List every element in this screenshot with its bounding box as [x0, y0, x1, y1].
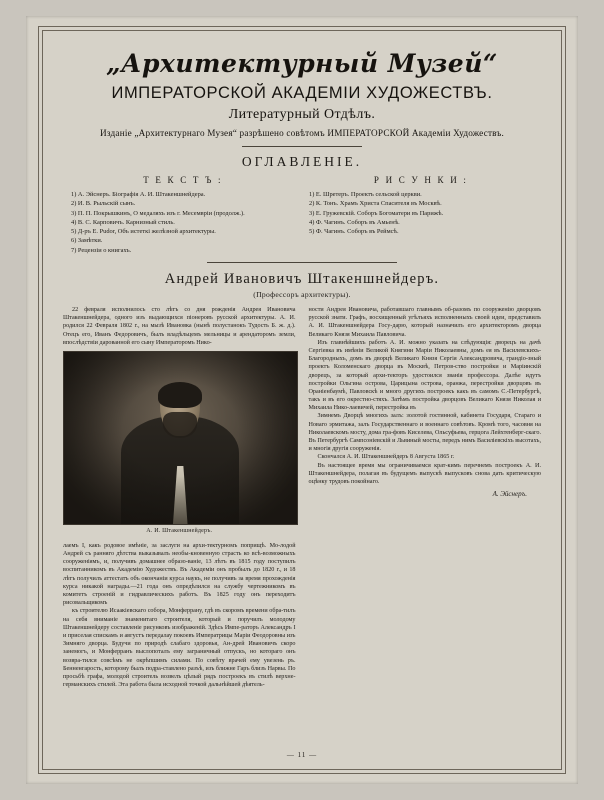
article-subtitle: (Профессоръ архитектуры). [253, 290, 351, 300]
article-title: Андрей Ивановичъ Штакеншнейдеръ. [164, 271, 440, 288]
page-border-outer [38, 26, 566, 774]
scanned-page [26, 16, 578, 784]
paragraph: къ строителю Исаакіевскаго собора, Монферрану, гдѣ въ скоромъ времени обра-тилъ на себя вниманіе знаменитаго строителя, который и поручилъ молодому Штакеншнейдеру составленіе рисунковъ изображеній. Здѣсь Импе-раторъ Александръ I и приселая спискамъ и августъ передалау покоевъ Императрицы Маріи Феодоровны изъ Зимняго дворца. Будучи по природѣ слабаго здоровья, Ан-дрей Ивановичъ скоро занемогъ, и Монферранъ выслопоталъ ему заграничный отпускъ, но котораго онъ возвра-тился совсѣмъ не окрѣпшимъ силами. По совѣту врачей ему увезень ръ. Бенненгарость, которому былъ подра-ставлено разъѣ, изъ ближне Гаръ близъ Нарвы. По просьбѣ графа, молодой строитель возвелъ цѣлый рядъ построекъ въ стилѣ верхне-германскихъ стилей. Эта работа была исходной точкой дальнѣйшей дѣятель- [63, 608, 296, 689]
paragraph: ности Андрея Ивановича, работавшаго главнымъ об-разомъ по сооруженію дворцовъ русской знати. Графъ, восхищенный угѣлъяхъ исполненныхъ своей идеи, представилъ А. И. Штакеншнейдера Госу-дарю, который назначилъ его архитекторомъ дворца Великаго Князя Михаила Павловича. [308, 307, 541, 338]
toc-item: 2) К. Тонъ. Храмъ Христа Спасителя въ Москвѣ. [309, 200, 442, 208]
toc-item: 3) П. П. Покрышкинъ, О медаляхъ изъ г. Месемвріи (продолж.). [71, 209, 245, 217]
toc-item: 3) Е. Гружевскій. Соборъ Богоматери въ Парижѣ. [309, 209, 444, 217]
divider-rule [207, 262, 397, 263]
portrait-vignette [64, 352, 297, 524]
toc-text-header: Т Е К С Т Ъ : [143, 175, 223, 185]
toc-item: 5) Ф. Чагинъ. Соборъ въ Реймсѣ. [309, 228, 399, 236]
page-number: — 11 — [286, 751, 318, 759]
article-body [63, 306, 541, 689]
journal-title: „Архитектурный Музей“ [106, 49, 498, 78]
paragraph: 22 февраля исполнилось сто лѣтъ со дня рожденія Андрея Ивановича Штакеншнейдера, одного изъ выдающихся піонеровъ русской архитектуры. А. И. родился 22 Февраля 1802 г., на мызѣ Ивановка (нынѣ полустанокъ Тудость Б. ж. д.). Отецъ его, Иванъ Федоровичъ, былъ владѣльцемъ мельницы и арендаторомъ земли, впослѣдствіи дарованной его сыну Императоромъ Нико- [63, 307, 296, 346]
paragraph: лаемъ I, какъ родовое имѣніе, за заслуги на архи-тектурномъ поприщѣ. Мо-лодой Андрей съ ранняго дѣтства выказывалъ необы-кновенную страсть ко всѣ-возможныхъ сооруженіямъ, и, получивъ домашнее образо-ваніе, 13 лѣтъ въ 1815 году поступилъ воспитанникомъ въ Академію Художествъ. Въ Академіи онъ пробылъ до 1820 г., и 18 лѣтъ получилъ аттестатъ объ окончаніи курса наукъ, не получивъ за время прохожденія курса никакой награды.—21 года онъ опредѣлился на службу чертежникомъ въ комитетъ строеній и гидравлическихъ работъ. Въ 1825 году онъ переходитъ рисовальщикомъ [63, 542, 296, 607]
article-column-right [309, 306, 542, 689]
page-content [63, 49, 541, 757]
journal-permission-note: Изданіе „Архитектурнаго Музея“ разрѣшено совѣтомъ ИМПЕРАТОРСКОЙ Академіи Художествъ. [100, 128, 504, 138]
portrait-photo [63, 351, 298, 525]
toc-heading: ОГЛАВЛЕНІЕ. [241, 154, 363, 169]
toc-item: 1) А. Эйснеръ. Біографія А. И. Штакеншнейдера. [71, 191, 206, 199]
portrait-figure [63, 351, 296, 539]
masthead [63, 49, 541, 147]
paragraph: Зимнемъ Дворцѣ многихъ залъ: золотой гостинной, кабинета Государя, Стараго и Новаго эрмитажа, залъ Государственнаго и военнаго совѣтовъ. Кромѣ того, часовня на Николаевскомъ мосту, дома гра-фовъ Киселева, Ольсуфьева, герцога Лейхтенберг-скаго. Въ Петербургѣ Сампсоніевскій и Львиный мосты, передъ нимъ Василіевскіхъ высотахъ, и многія другія сооруженія. [308, 413, 541, 453]
divider-rule [242, 146, 362, 147]
toc-item: 4) В. С. Карповичъ. Карнизный стиль. [71, 218, 175, 226]
paragraph: Изъ главнѣйшихъ работъ А. И. можно указать на слѣдующія: дворецъ на дачѣ Сергіевка въ имѣніи Великой Княгини Маріи Николаевны, домъ ея въ Василевскихъ-Благородныхъ, домъ въ дворцѣ Великаго Князя Сергія Александровича, грандіо-зный проектъ Коломенскаго дворца въ Москвѣ, Петров-ство постройки и Маріинскій дворецъ, за который архи-текторъ удостоился званія профессора. Далѣе идутъ постройки Ольгина острова, Царицына острова, оранжа, перестройки дворцовъ въ Ораніенбаумѣ, Павловскѣ и много другихъ построекъ какъ въ самомъ С.-Петербургѣ, такъ и въ его окрестно-стяхъ. Затѣмъ постройка дворцовъ Великаго Князя Николая и Михаила Нико-лаевичей, перестройка въ [308, 339, 541, 412]
article-column-left [63, 306, 296, 689]
toc-item: 5) Д-ръ Е. Pudor, Объ истеткі желѣзной архитектуры. [71, 228, 216, 236]
toc-item: 1) Е. Шретеръ. Проектъ сельской церкви. [309, 191, 422, 199]
article-signature: А. Эйснеръ. [492, 490, 527, 499]
paragraph: Въ настоящее время мы ограничиваемся крат-кимъ перечнемъ построекъ А. И. Штакеншнейдера, полагая въ будущемъ выпускѣ выпусковъ снова дать критическую оцѣнку трудовъ покойнаго. [308, 462, 541, 485]
toc-column-illustrations [309, 174, 533, 255]
table-of-contents [71, 174, 533, 255]
toc-column-text [71, 174, 295, 255]
journal-section: Литературный Отдѣлъ. [228, 107, 376, 122]
toc-illustrations-header: Р И С У Н К И : [373, 175, 469, 185]
toc-item: 7) Рецензіи о книгахъ. [71, 246, 132, 254]
journal-institution: ИМПЕРАТОРСКОЙ АКАДЕМІИ ХУДОЖЕСТВЪ. [111, 84, 493, 102]
portrait-caption: А. И. Штакеншнейдеръ. [146, 527, 213, 534]
toc-item: 2) И. В. Рыльскій сынъ. [71, 200, 136, 208]
toc-item: 4) Ф. Чагинъ. Соборъ въ Амьенѣ. [309, 218, 400, 226]
paragraph: Скончался А. И. Штакеншнейдеръ 8 Августа 1865 г. [317, 454, 455, 461]
toc-item: 6) Замѣтки. [71, 237, 103, 245]
